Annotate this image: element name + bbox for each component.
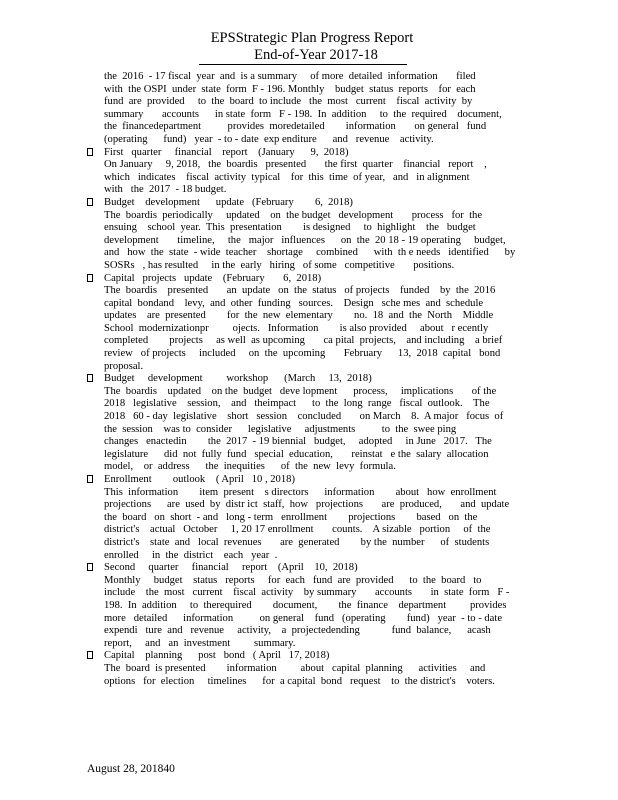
item-line: review of projects included on the upcoming February 13, 2018 capital bond xyxy=(104,348,501,360)
item-line: 2018 60 - day legislative short session concluded on March 8. A major focus of xyxy=(104,411,504,423)
item-line: options for election timelines for a capital bond request to the district's voters. xyxy=(104,675,495,687)
bullet-box-icon xyxy=(87,651,93,659)
item-line: development timeline, the major influences on the 20 18 - 19 operating budget, xyxy=(104,234,506,246)
list-item-second-quarter-report xyxy=(87,562,527,650)
item-heading: First quarter financial report (January 9, 2018) xyxy=(104,146,349,158)
item-line: completed projects as well as upcoming ca pital projects, and including a brief xyxy=(104,335,503,347)
bullet-box-icon xyxy=(87,475,93,483)
item-line: report, and an investment summary. xyxy=(104,637,296,649)
item-line: changes enactedin the 2017 - 19 biennial budget, adopted in June 2017. The xyxy=(104,436,492,448)
item-line: with the 2017 - 18 budget. xyxy=(104,184,227,196)
item-line: district's actual October 1, 20 17 enrollment counts. A sizable portion of the xyxy=(104,524,491,536)
item-line: proposal. xyxy=(104,360,144,372)
item-heading: Budget development workshop (March 13, 2018) xyxy=(104,373,372,385)
intro-line: summary accounts in state form F - 198. In addition to the required document, xyxy=(104,108,502,120)
list-item-capital-projects xyxy=(87,273,527,374)
report-subtitle: End-of-Year 2017-18 xyxy=(254,47,378,63)
list-item-budget-update xyxy=(87,197,527,273)
report-body xyxy=(87,71,527,688)
item-line: SOSRs , has resulted in the early hiring of some competitive positions. xyxy=(104,259,455,271)
report-title: EPSStrategic Plan Progress Report xyxy=(210,30,414,46)
bullet-box-icon xyxy=(87,274,93,282)
intro-line: the 2016 - 17 fiscal year and is a summary of more detailed information filed xyxy=(104,71,476,82)
footer-date: August 28, 201840 xyxy=(87,763,175,775)
item-heading: Budget development update (February 6, 2018) xyxy=(104,196,353,208)
item-heading: Capital planning post bond ( April 17, 2018) xyxy=(104,650,330,662)
item-line: On January 9, 2018, the boardis presented the first quarter financial report , xyxy=(104,159,487,171)
list-item-budget-workshop xyxy=(87,373,527,474)
item-line: The boardis updated on the budget deve lopment process, implications of the xyxy=(104,385,497,397)
item-line: 198. In addition to therequired document, the finance department provides xyxy=(104,599,507,611)
list-item-enrollment-outlook xyxy=(87,474,527,562)
item-line: more detailed information on general fund (operating fund) year - to - date xyxy=(104,612,503,624)
item-line: Monthly budget status reports for each fund are provided to the board to xyxy=(104,574,482,586)
intro-line: the financedepartment provides moredetailed information on general fund xyxy=(104,121,487,133)
item-line: model, or address the inequities of the new levy formula. xyxy=(104,461,396,473)
item-line: ensuing school year. This presentation is designed to highlight the budget xyxy=(104,222,476,234)
item-line: The board is presented information about capital planning activities and xyxy=(104,662,486,674)
list-item-capital-planning xyxy=(87,650,527,688)
item-line: and how the state - wide teacher shortage combined with th e needs identified by xyxy=(104,247,516,259)
header-rule xyxy=(199,64,407,65)
item-line: 2018 legislative session, and theimpact to the long range fiscal outlook. The xyxy=(104,398,490,410)
item-line: This information item present s directors information about how enrollment xyxy=(104,486,497,498)
item-line: The boardis presented an update on the status of projects funded by the 2016 xyxy=(104,285,496,297)
item-line: the board on short - and long - term enrollment projections based on the xyxy=(104,511,478,523)
intro-line: with the OSPI under state form F - 196. Monthly budget status reports for each xyxy=(104,83,476,95)
bullet-box-icon xyxy=(87,563,93,571)
item-line: the session was to consider legislative adjustments to the swee ping xyxy=(104,423,457,435)
item-heading: Enrollment outlook ( April 10 , 2018) xyxy=(104,474,295,485)
item-heading: Capital projects update (February 6, 2018) xyxy=(104,272,322,284)
intro-line: fund are provided to the board to include the most current fiscal activity by xyxy=(104,96,473,108)
intro-paragraph xyxy=(104,71,527,147)
intro-line: (operating fund) year - to - date exp enditure and revenue activity. xyxy=(104,133,434,145)
bullet-box-icon xyxy=(87,374,93,382)
bullet-box-icon xyxy=(87,198,93,206)
item-line: updates are presented for the new elementary no. 18 and the North Middle xyxy=(104,310,494,322)
item-heading: Second quarter financial report (April 10, 2018) xyxy=(104,562,358,574)
item-line: legislature did not fully fund special education, reinstat e the salary allocation xyxy=(104,448,489,460)
item-line: enrolled in the district each year . xyxy=(104,549,278,561)
item-line: projections are used by distr ict staff, how projections are produced, and update xyxy=(104,499,510,511)
item-line: School modernizationpr ojects. Information is also provided about r ecently xyxy=(104,322,489,334)
report-header xyxy=(0,30,618,63)
item-line: expendi ture and revenue activity, a projectedending fund balance, acash xyxy=(104,625,491,637)
item-line: The boardis periodically updated on the budget development process for the xyxy=(104,209,483,221)
bullet-box-icon xyxy=(87,148,93,156)
item-line: which indicates fiscal activity typical for this time of year, and in alignment xyxy=(104,171,470,183)
item-line: district's state and local revenues are generated by the number of students xyxy=(104,536,490,548)
item-line: capital bondand levy, and other funding sources. Design sche mes and schedule xyxy=(104,297,484,309)
item-line: include the most current fiscal activity by summary accounts in state form F - xyxy=(104,587,510,599)
list-item-first-quarter-report xyxy=(87,147,527,197)
